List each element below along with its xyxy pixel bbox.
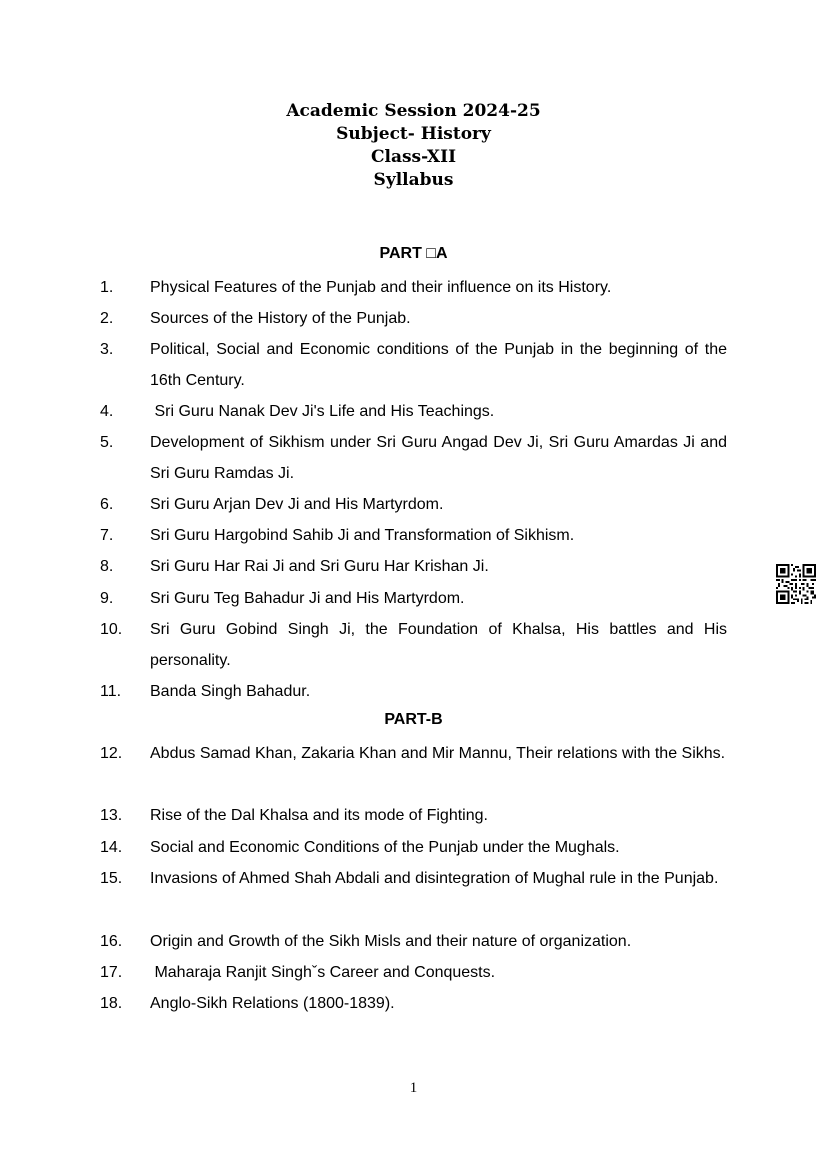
- item-text: Sri Guru Arjan Dev Ji and His Martyrdom.: [150, 496, 444, 513]
- qr-code-icon: [776, 564, 816, 604]
- item-text: Sri Guru Hargobind Sahib Ji and Transformation of Sikhism.: [150, 527, 575, 544]
- item-text: Sri Guru Teg Bahadur Ji and His Martyrdom.: [150, 590, 465, 607]
- item-number: 11.: [100, 683, 122, 700]
- syllabus-title: Syllabus: [373, 170, 454, 190]
- item-number: 12.: [100, 745, 123, 762]
- item-text: Origin and Growth of the Sikh Misls and their nature of organization.: [150, 933, 632, 950]
- item-text: Sri Guru Har Rai Ji and Sri Guru Har Krishan Ji.: [150, 558, 489, 575]
- item-text: Sources of the History of the Punjab.: [150, 310, 411, 327]
- item-number: 6.: [100, 496, 114, 513]
- item-number: 8.: [100, 558, 114, 575]
- item-number: 4.: [100, 403, 114, 420]
- item-text: Invasions of Ahmed Shah Abdali and disintegration of Mughal rule in the Punjab.: [150, 870, 719, 887]
- item-number: 2.: [100, 310, 114, 327]
- part-b-heading: PART-B: [384, 711, 443, 728]
- item-text: Social and Economic Conditions of the Punjab under the Mughals.: [150, 839, 620, 856]
- item-number: 9.: [100, 590, 114, 607]
- item-text: Sri Guru Nanak Dev Ji's Life and His Teachings.: [150, 403, 495, 420]
- item-text: Abdus Samad Khan, Zakaria Khan and Mir Mannu, Their relations with the Sikhs.: [150, 745, 726, 762]
- academic-session-title: Academic Session 2024-25: [286, 101, 541, 121]
- document-header: [0, 100, 827, 192]
- item-text: Physical Features of the Punjab and their influence on its History.: [150, 279, 612, 296]
- item-number: 16.: [100, 933, 123, 950]
- item-number: 14.: [100, 839, 123, 856]
- item-text: Anglo-Sikh Relations (1800-1839).: [150, 995, 395, 1012]
- page-number: 1: [409, 1080, 418, 1096]
- item-number: 7.: [100, 527, 114, 544]
- item-number: 3.: [100, 341, 114, 358]
- item-number: 5.: [100, 434, 114, 451]
- item-number: 17.: [100, 964, 123, 981]
- item-text: Banda Singh Bahadur.: [150, 683, 311, 700]
- subject-title: Subject- History: [336, 124, 491, 144]
- item-text: Maharaja Ranjit Singhˇs Career and Conquests.: [150, 964, 496, 981]
- item-text: Sri Guru Gobind Singh Ji, the Foundation of Khalsa, His battles and His personality.: [150, 621, 727, 669]
- item-text: Development of Sikhism under Sri Guru Angad Dev Ji, Sri Guru Amardas Ji and Sri Guru Ramdas Ji.: [150, 434, 727, 482]
- item-text: Rise of the Dal Khalsa and its mode of Fighting.: [150, 807, 488, 824]
- part-a-heading: PART □A: [379, 245, 448, 262]
- item-number: 18.: [100, 995, 123, 1012]
- item-number: 13.: [100, 807, 123, 824]
- item-number: 10.: [100, 621, 123, 638]
- item-text: Political, Social and Economic conditions of the Punjab in the beginning of the 16th Century.: [150, 341, 727, 389]
- item-number: 1.: [100, 279, 114, 296]
- class-title: Class-XII: [370, 147, 457, 167]
- item-number: 15.: [100, 870, 123, 887]
